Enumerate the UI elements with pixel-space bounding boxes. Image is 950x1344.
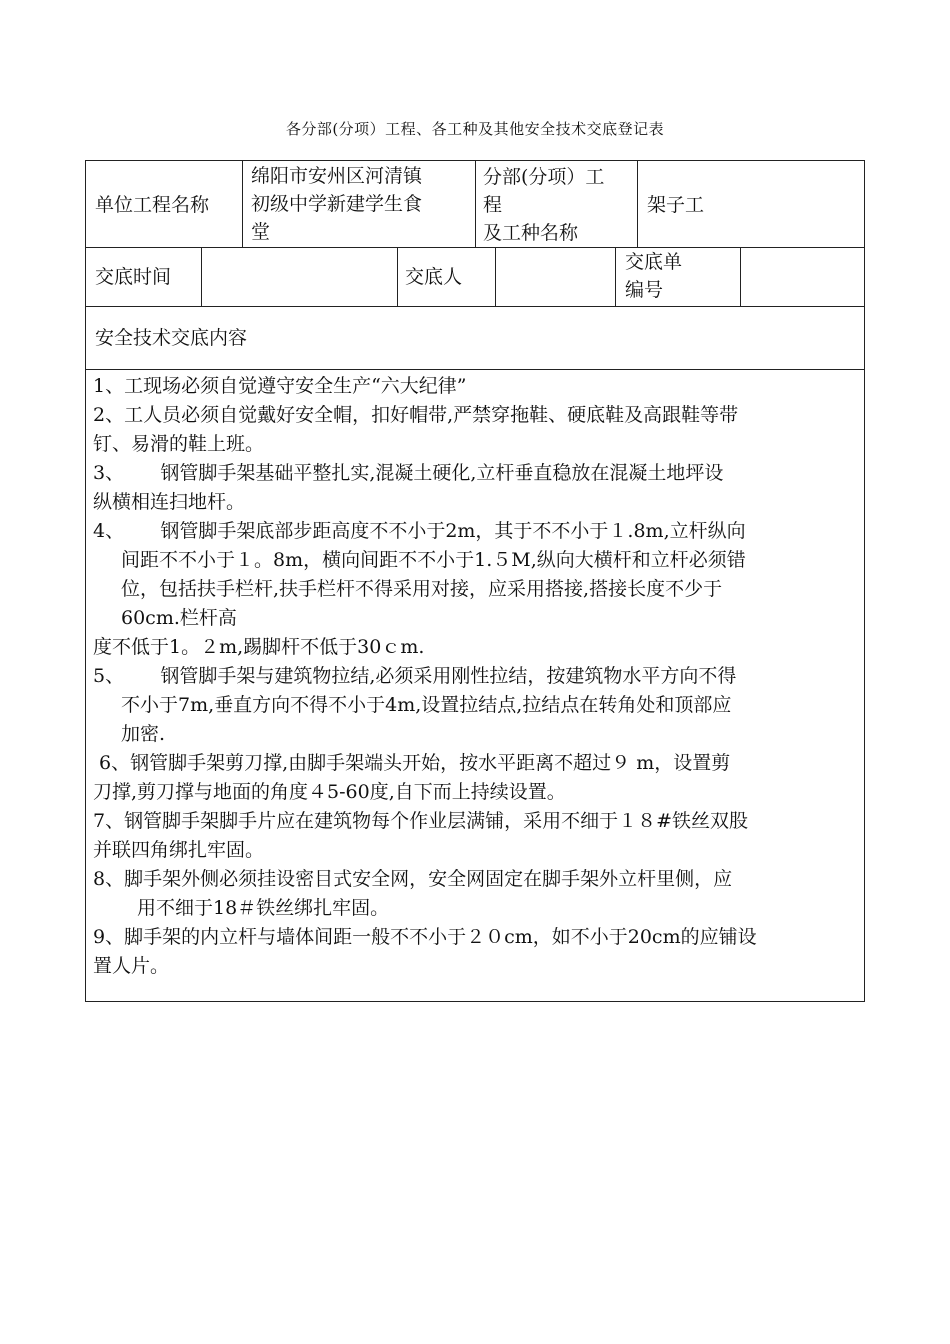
content-line: 8、脚手架外侧必须挂设密目式安全网，安全网固定在脚手架外立杆里侧，应 [93,868,733,890]
col-divider [637,160,638,247]
sub-project-label-line3: 及工种名称 [483,222,579,244]
content-line: 2、工人员必须自觉戴好安全帽，扣好帽带,严禁穿拖鞋、硬底鞋及高跟鞋等带 [93,404,739,426]
content-line: 位，包括扶手栏杆,扶手栏杆不得采用对接，应采用搭接,搭接长度不少于 [121,578,723,600]
col-divider [201,247,202,306]
disclosure-number-label-line1: 交底单 [625,251,683,273]
row-divider [85,306,865,307]
col-divider [740,247,741,306]
disclosure-content [93,372,861,981]
content-line: 不小于7m,垂直方向不得不小于4m,设置拉结点,拉结点在转角处和顶部应 [121,694,732,716]
col-divider [242,160,243,247]
row-divider [85,369,865,370]
content-line: 刀撑,剪刀撑与地面的角度４5-60度,自下而上持续设置。 [93,781,566,803]
content-line: 6、钢管脚手架剪刀撑,由脚手架端头开始，按水平距离不超过９ m，设置剪 [93,752,731,774]
disclosure-number-label-line2: 编号 [625,279,664,301]
sub-project-label-line2: 程 [483,194,503,216]
content-line: 钉、易滑的鞋上班。 [93,433,265,455]
unit-name-label: 单位工程名称 [95,194,210,216]
document-title: 各分部(分项）工程、各工种及其他安全技术交底登记表 [285,120,665,138]
content-line: 并联四角绑扎牢固。 [93,839,265,861]
content-line: 60cm.栏杆高 [121,607,237,629]
disclosure-form [85,160,865,1002]
section-title: 安全技术交底内容 [95,327,248,349]
content-line: 7、钢管脚手架脚手片应在建筑物每个作业层满铺，采用不细于１８#铁丝双股 [93,810,749,832]
unit-name-value-line1: 绵阳市安州区河清镇 [251,165,423,187]
content-line: 置人片。 [93,955,170,977]
content-line: 纵横相连扫地杆。 [93,491,246,513]
col-divider [495,247,496,306]
trade-name-value: 架子工 [647,194,705,216]
unit-name-value-line2: 初级中学新建学生食 [251,193,423,215]
content-line: 3、 钢管脚手架基础平整扎实,混凝土硬化,立杆垂直稳放在混凝土地坪设 [93,462,724,484]
content-line: 5、 钢管脚手架与建筑物拉结,必须采用刚性拉结，按建筑物水平方向不得 [93,665,737,687]
col-divider [475,160,476,247]
content-line: 4、 钢管脚手架底部步距高度不不小于2m，其于不不小于１.8m,立杆纵向 [93,520,746,542]
disclosure-time-label: 交底时间 [95,266,172,288]
content-line: 用不细于18＃铁丝绑扎牢固。 [137,897,390,919]
content-line: 加密. [121,723,166,745]
unit-name-value-line3: 堂 [251,221,271,243]
col-divider [397,247,398,306]
row-divider [85,247,865,248]
content-line: 间距不不小于１。8m，横向间距不不小于1.５M,纵向大横杆和立杆必须错 [121,549,746,571]
col-divider [615,247,616,306]
content-line: 1、工现场必须自觉遵守安全生产“六大纪律” [93,375,467,397]
content-line: 9、脚手架的内立杆与墙体间距一般不不小于２０cm，如不小于20cm的应铺设 [93,926,757,948]
sub-project-label-line1: 分部(分项）工 [483,166,605,188]
disclosure-person-label: 交底人 [405,266,463,288]
content-line: 度不低于1。２m,踢脚杆不低于30ｃm. [93,636,425,658]
